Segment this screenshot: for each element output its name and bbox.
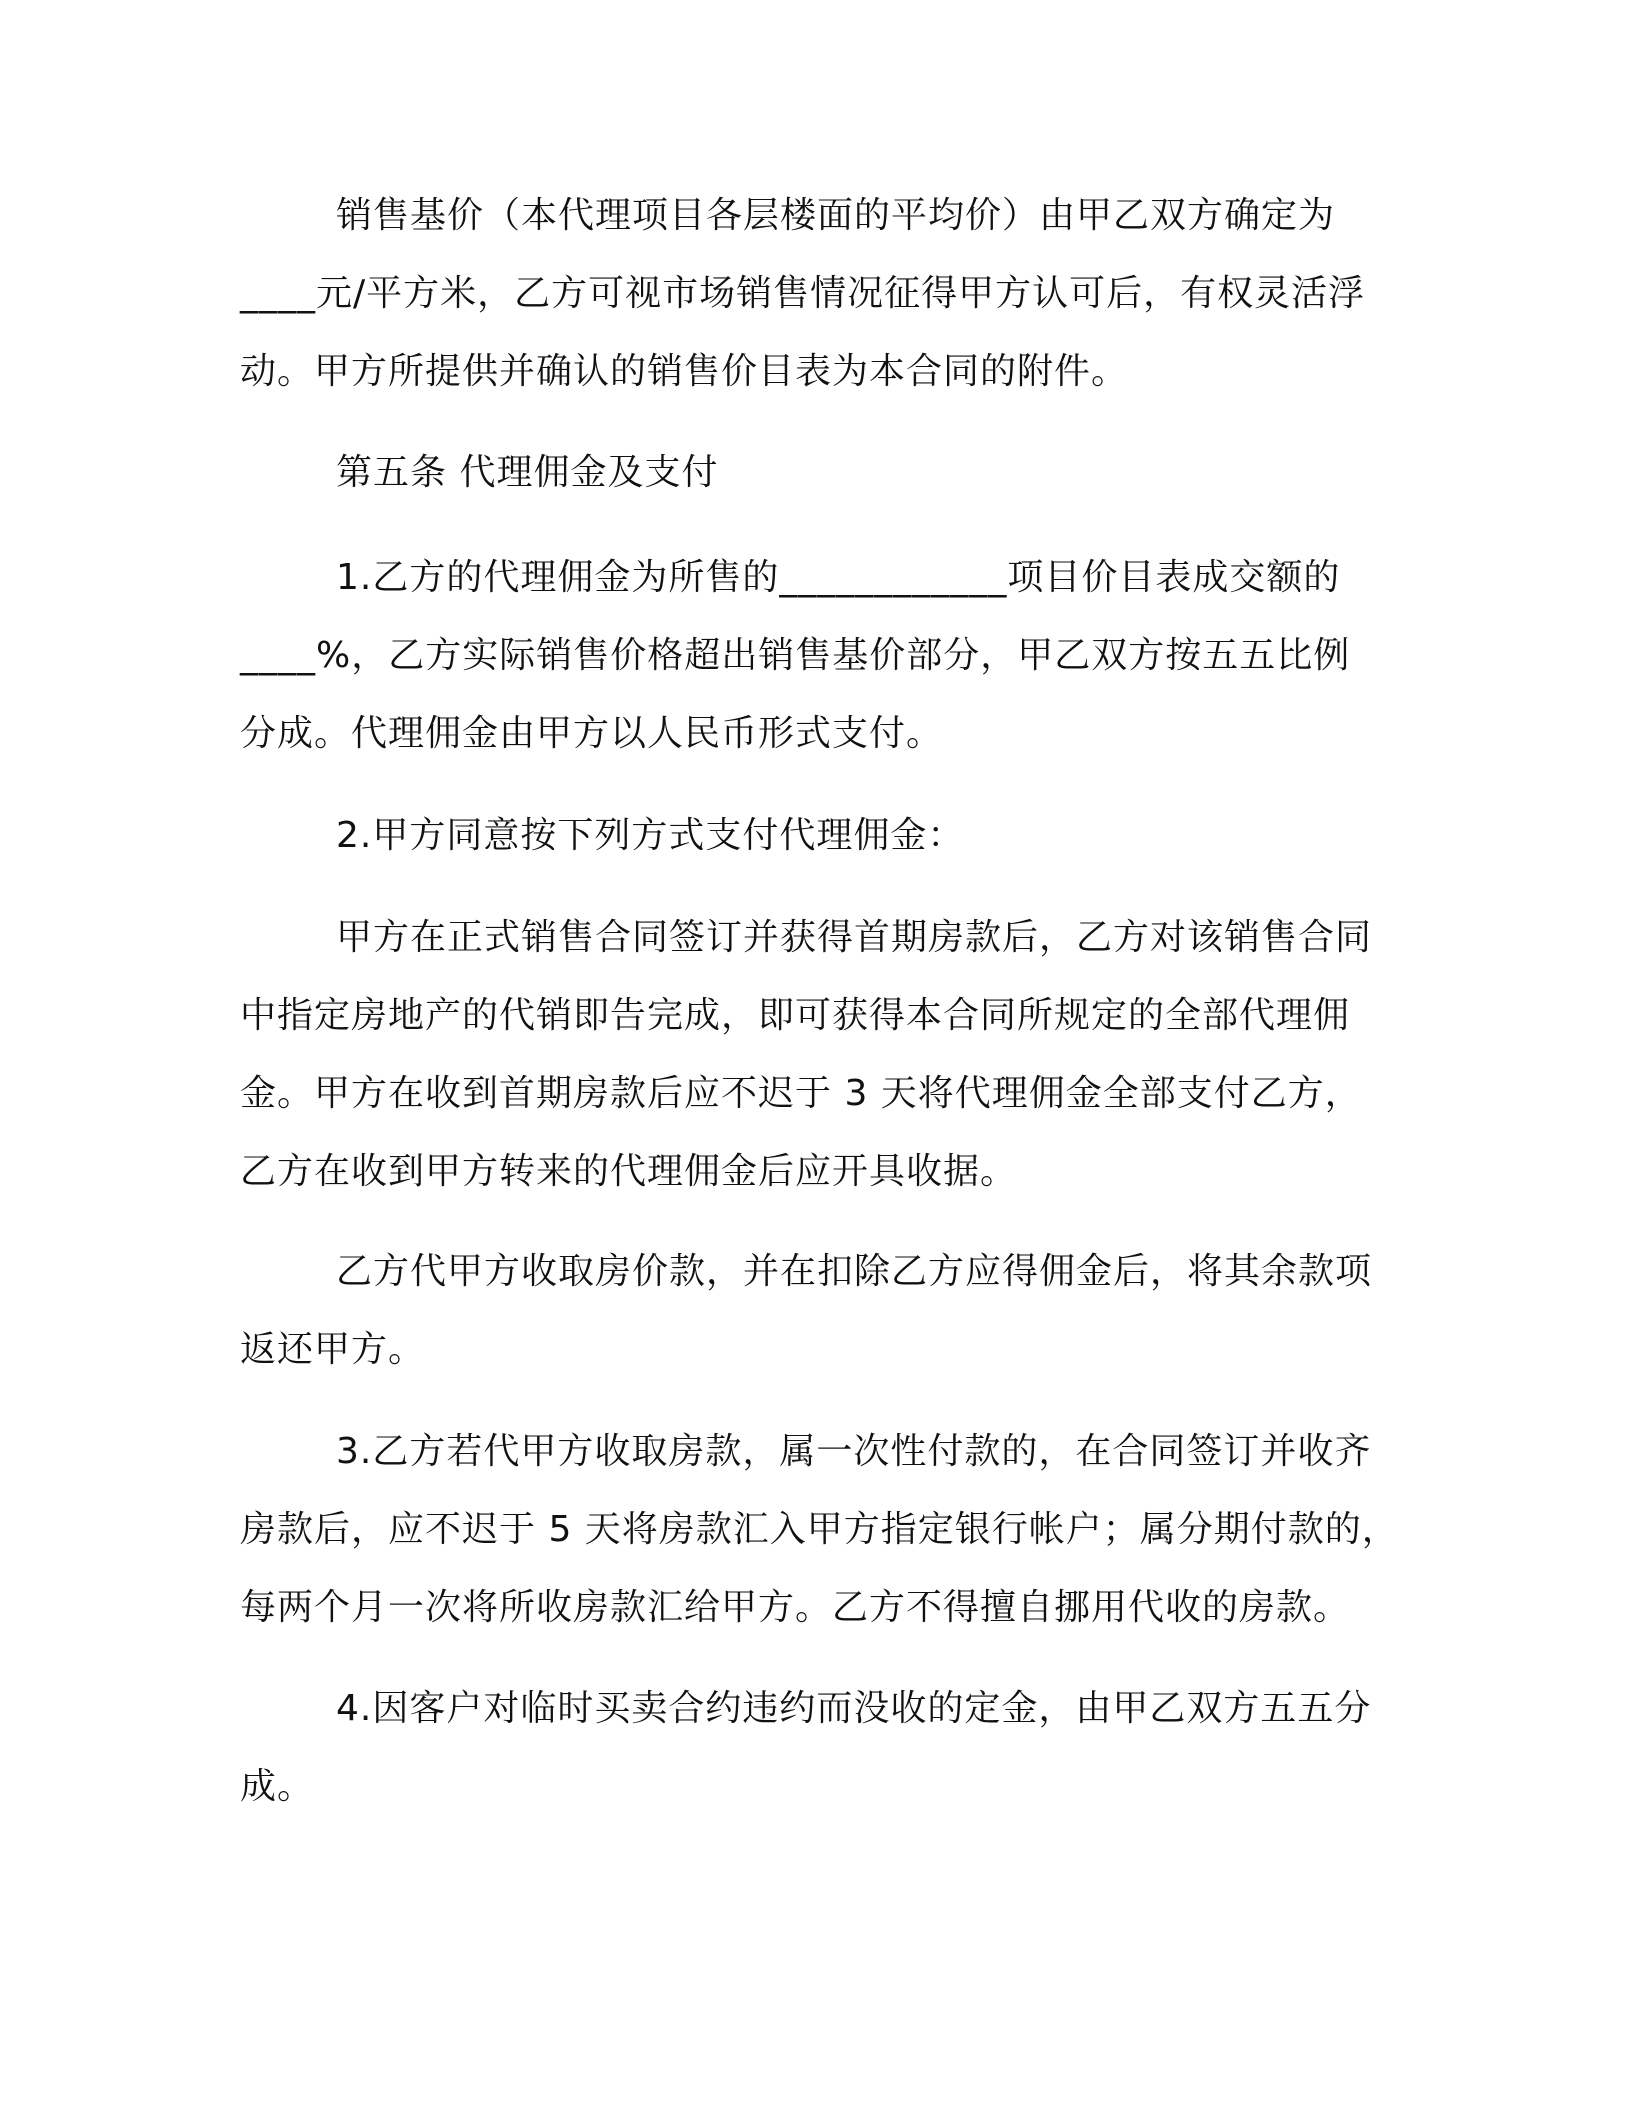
paragraph-sales-base-price: [240, 177, 1400, 411]
paragraph-line: 房款后，应不迟于 5 天将房款汇入甲方指定银行帐户；属分期付款的，: [240, 1509, 1399, 1550]
paragraph-line: 返还甲方。: [240, 1329, 426, 1370]
paragraph-line: 动。甲方所提供并确认的销售价目表为本合同的附件。: [240, 351, 1129, 392]
section-heading: 第五条 代理佣金及支付: [336, 452, 719, 493]
paragraph-clause-2-remittance: [240, 1233, 1400, 1389]
paragraph-line: 销售基价（本代理项目各层楼面的平均价）由甲乙双方确定为: [336, 195, 1336, 236]
paragraph-line: 1.乙方的代理佣金为所售的____________项目价目表成交额的: [336, 557, 1341, 598]
paragraph-line: ____%，乙方实际销售价格超出销售基价部分，甲乙双方按五五比例: [240, 635, 1351, 676]
paragraph-line: 成。: [240, 1766, 315, 1807]
paragraph-clause-3: [240, 1413, 1400, 1647]
paragraph-clause-2-detail: [240, 899, 1400, 1211]
paragraph-line: 分成。代理佣金由甲方以人民币形式支付。: [240, 713, 944, 754]
paragraph-line: ____元/平方米，乙方可视市场销售情况征得甲方认可后，有权灵活浮: [240, 273, 1366, 314]
paragraph-line: 甲方在正式销售合同签订并获得首期房款后，乙方对该销售合同: [336, 917, 1373, 958]
paragraph-line: 乙方在收到甲方转来的代理佣金后应开具收据。: [240, 1151, 1018, 1192]
article-5-heading: [240, 434, 1400, 512]
paragraph-line: 2.甲方同意按下列方式支付代理佣金：: [336, 815, 965, 856]
paragraph-clause-4: [240, 1670, 1400, 1826]
paragraph-clause-2: [240, 797, 1400, 875]
paragraph-line: 乙方代甲方收取房价款，并在扣除乙方应得佣金后，将其余款项: [336, 1251, 1373, 1292]
paragraph-line: 每两个月一次将所收房款汇给甲方。乙方不得擅自挪用代收的房款。: [240, 1587, 1351, 1628]
paragraph-clause-1: [240, 539, 1400, 773]
paragraph-line: 金。甲方在收到首期房款后应不迟于 3 天将代理佣金全部支付乙方，: [240, 1073, 1362, 1114]
paragraph-line: 中指定房地产的代销即告完成，即可获得本合同所规定的全部代理佣: [240, 995, 1351, 1036]
paragraph-line: 3.乙方若代甲方收取房款，属一次性付款的，在合同签订并收齐: [336, 1431, 1372, 1472]
paragraph-line: 4.因客户对临时买卖合约违约而没收的定金，由甲乙双方五五分: [336, 1688, 1372, 1729]
